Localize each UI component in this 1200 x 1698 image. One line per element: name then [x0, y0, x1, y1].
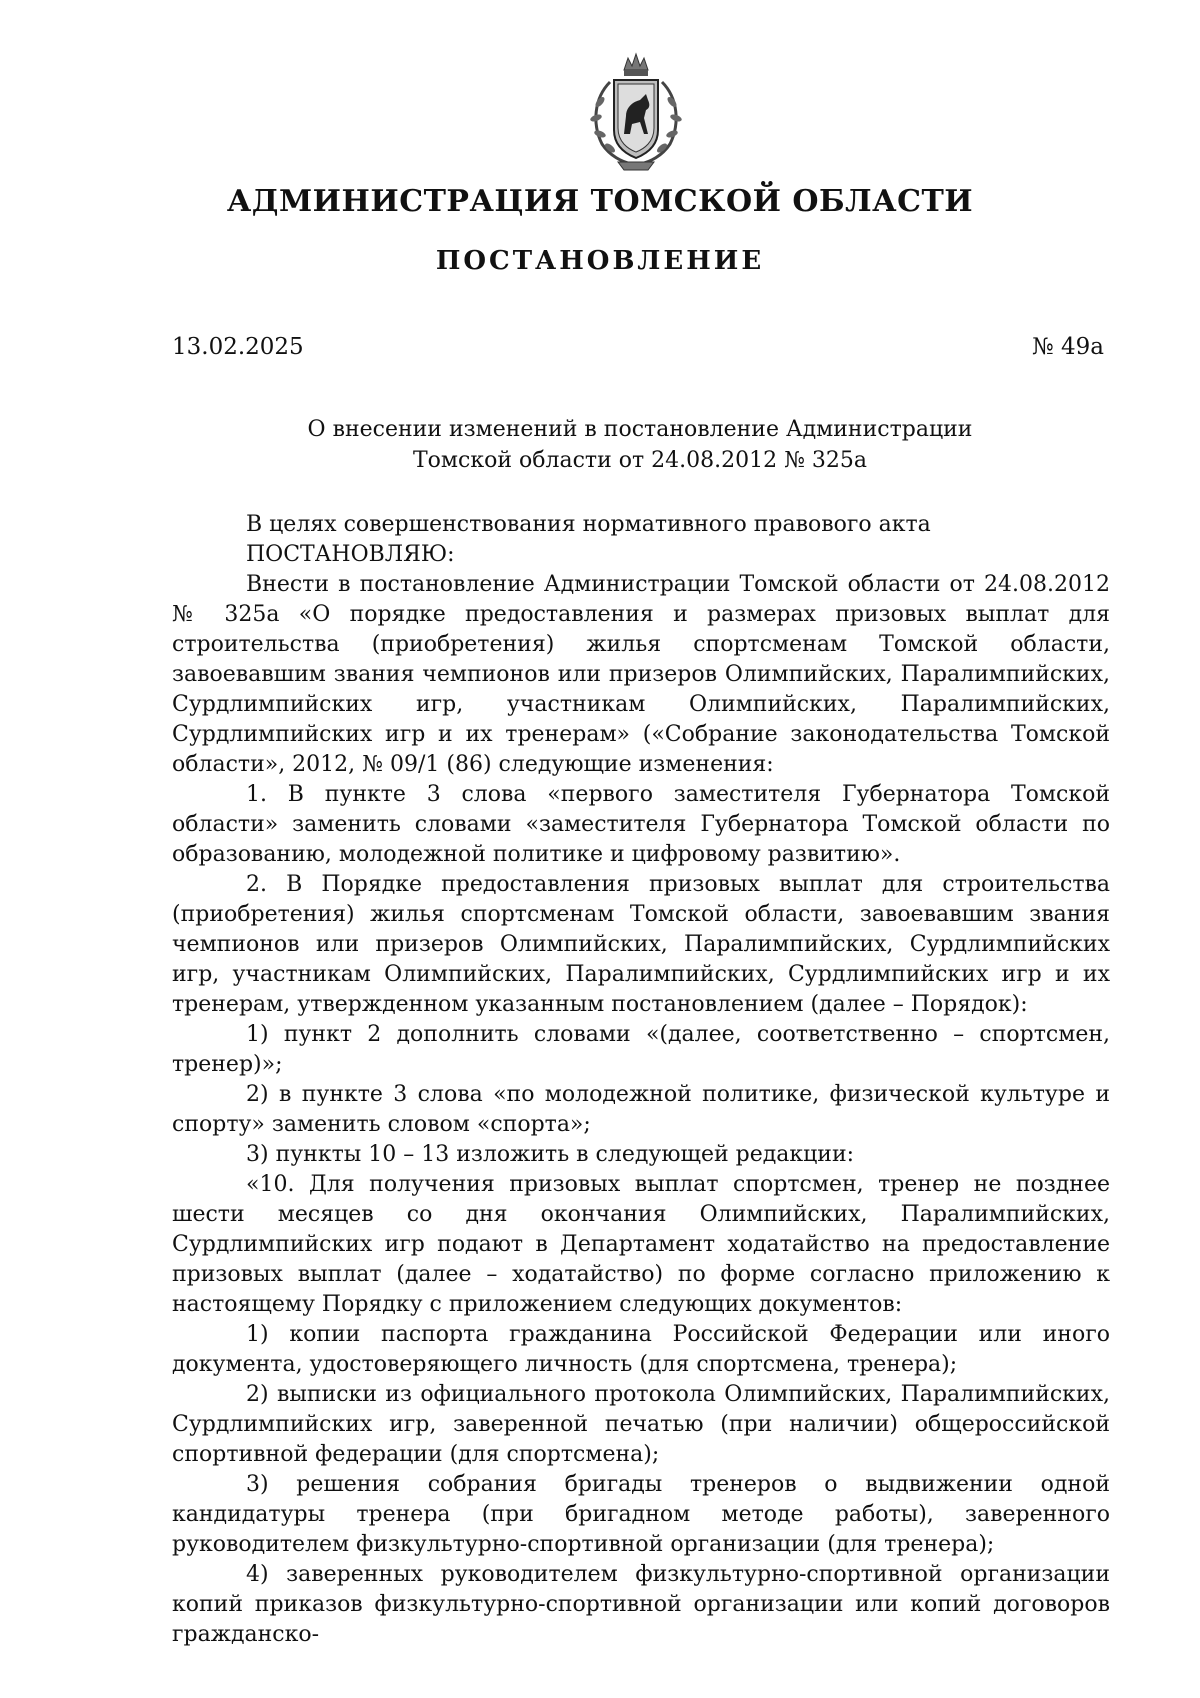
subject-line-2: Томской области от 24.08.2012 № 325а	[412, 448, 868, 473]
paragraph-main: Внести в постановление Администрации Томской области от 24.08.2012 № 325а «О порядке предоставления и размерах призовых выплат для строительства (приобретения) жилья спортсменам Томской области, завоевавшим звания чемпионов или призеров Олимпийских, Паралимпийских, Сурдлимпийских игр, участникам Олимпийских, Паралимпийских, Сурдлимпийских игр и их тренерам» («Собрание законодательства Томской области», 2012, № 09/1 (86) следующие изменения:	[172, 572, 1110, 777]
paragraph-item-2: 2. В Порядке предоставления призовых выплат для строительства (приобретения) жилья спортсменам Томской области, завоевавшим звания чемпионов или призеров Олимпийских, Паралимпийских, Сурдлимпийских игр, участникам Олимпийских, Паралимпийских, Сурдлимпийских игр и их тренерам, утвержденном указанным постановлением (далее – Порядок):	[172, 872, 1110, 1017]
document-subject	[250, 414, 1030, 476]
document-date: 13.02.2025	[172, 334, 304, 360]
document-list-item-2: 2) выписки из официального протокола Олимпийских, Паралимпийских, Сурдлимпийских игр, заверенной печатью (при наличии) общероссийской спортивной федерации (для спортсмена);	[172, 1382, 1110, 1467]
subitem-1: 1) пункт 2 дополнить словами «(далее, соответственно – спортсмен, тренер)»;	[172, 1022, 1110, 1077]
document-list-item-3: 3) решения собрания бригады тренеров о выдвижении одной кандидатуры тренера (при бригадном методе работы), заверенного руководителем физкультурно-спортивной организации (для тренера);	[172, 1472, 1110, 1557]
document-list-item-1: 1) копии паспорта гражданина Российской Федерации или иного документа, удостоверяющего личность (для спортсмена, тренера);	[172, 1322, 1110, 1377]
document-body	[172, 510, 1110, 1650]
document-number: № 49а	[1031, 334, 1104, 360]
subject-line-1: О внесении изменений в постановление Администрации	[307, 417, 973, 442]
clause-10: «10. Для получения призовых выплат спортсмен, тренер не позднее шести месяцев со дня окончания Олимпийских, Паралимпийских, Сурдлимпийских игр подают в Департамент ходатайство на предоставление призовых выплат (далее – ходатайство) по форме согласно приложению к настоящему Порядку с приложением следующих документов:	[172, 1172, 1110, 1317]
intro-paragraph: В целях совершенствования нормативного правового акта	[246, 512, 931, 537]
coat-of-arms-icon	[580, 52, 692, 174]
paragraph-item-1: 1. В пункте 3 слова «первого заместителя Губернатора Томской области» заменить словами «заместителя Губернатора Томской области по образованию, молодежной политике и цифровому развитию».	[172, 782, 1110, 867]
organization-title: АДМИНИСТРАЦИЯ ТОМСКОЙ ОБЛАСТИ	[226, 184, 974, 219]
decree-word: ПОСТАНОВЛЯЮ:	[246, 542, 455, 567]
subitem-2: 2) в пункте 3 слова «по молодежной политике, физической культуре и спорту» заменить словом «спорта»;	[172, 1082, 1110, 1137]
document-type: ПОСТАНОВЛЕНИЕ	[435, 246, 765, 276]
subitem-3: 3) пункты 10 – 13 изложить в следующей редакции:	[246, 1142, 855, 1167]
document-list-item-4: 4) заверенных руководителем физкультурно-спортивной организации копий приказов физкультурно-спортивной организации или копий договоров гражданско-	[172, 1562, 1110, 1647]
